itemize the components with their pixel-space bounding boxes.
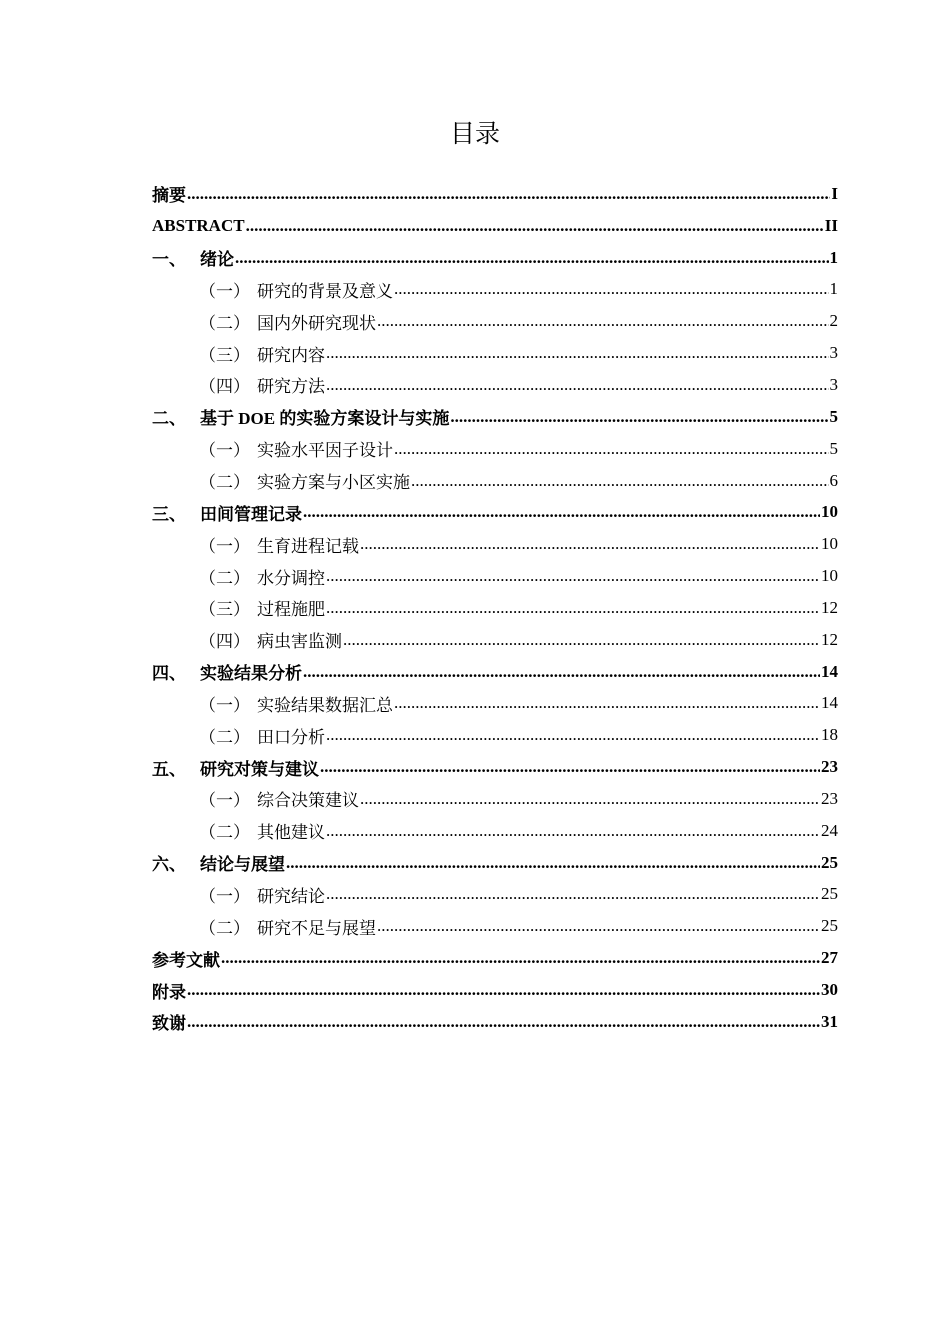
toc-entry[interactable] — [152, 210, 838, 242]
toc-dot-leader — [303, 502, 820, 522]
toc-entry[interactable] — [152, 974, 838, 1006]
toc-entry-page: 25 — [821, 916, 838, 936]
toc-entry[interactable] — [152, 910, 838, 942]
toc-entry-page: 14 — [821, 661, 838, 681]
toc-entry[interactable] — [152, 465, 838, 497]
toc-entry[interactable] — [152, 528, 838, 560]
toc-dot-leader — [235, 248, 829, 268]
toc-entry-number: （一） — [199, 281, 250, 301]
toc-entry-page: 30 — [821, 980, 838, 1000]
toc-entry-page: 1 — [829, 279, 838, 299]
toc-entry-page: 25 — [821, 884, 838, 904]
toc-dot-leader — [360, 534, 820, 554]
toc-dot-leader — [286, 853, 820, 873]
toc-dot-leader — [303, 662, 820, 682]
toc-entry-title: 实验水平因子设计 — [257, 441, 393, 461]
toc-dot-leader — [343, 630, 820, 650]
toc-dot-leader — [320, 757, 820, 777]
toc-entry-page: 12 — [821, 597, 838, 617]
toc-entry-title: 实验结果数据汇总 — [257, 695, 393, 715]
toc-entry[interactable] — [152, 178, 838, 210]
toc-entry-page: 23 — [821, 757, 838, 777]
toc-entry-title: 实验方案与小区实施 — [257, 473, 410, 493]
toc-entry[interactable] — [152, 560, 838, 592]
toc-entry-page: 12 — [821, 629, 838, 649]
toc-entry-title: 致谢 — [152, 1014, 186, 1034]
table-of-contents — [152, 178, 838, 1038]
toc-entry[interactable] — [152, 942, 838, 974]
toc-dot-leader — [326, 598, 820, 618]
toc-entry[interactable] — [152, 1006, 838, 1038]
toc-entry-title: 田口分析 — [257, 727, 325, 747]
toc-entry-number: （一） — [199, 536, 250, 556]
toc-dot-leader — [326, 884, 820, 904]
toc-entry-number: 五、 — [152, 759, 186, 779]
toc-entry-title: 水分调控 — [257, 568, 325, 588]
toc-entry-number: （二） — [199, 473, 250, 493]
toc-entry-number: （二） — [199, 313, 250, 333]
toc-dot-leader — [411, 471, 829, 491]
toc-dot-leader — [450, 407, 828, 427]
toc-entry-number: 六、 — [152, 855, 186, 875]
toc-dot-leader — [187, 184, 830, 204]
toc-dot-leader — [360, 789, 820, 809]
toc-entry-number: 三、 — [152, 504, 186, 524]
toc-entry-title: ABSTRACT — [152, 215, 245, 235]
toc-entry[interactable] — [152, 656, 838, 688]
toc-entry[interactable] — [152, 433, 838, 465]
toc-entry[interactable] — [152, 815, 838, 847]
toc-dot-leader — [187, 980, 820, 1000]
toc-entry-title: 研究内容 — [257, 345, 325, 365]
toc-entry-number: （二） — [199, 568, 250, 588]
toc-entry[interactable] — [152, 592, 838, 624]
toc-entry-page: 14 — [821, 693, 838, 713]
toc-entry[interactable] — [152, 879, 838, 911]
toc-entry-number: （一） — [199, 695, 250, 715]
toc-dot-leader — [394, 693, 820, 713]
toc-entry[interactable] — [152, 274, 838, 306]
toc-entry-title: 参考文献 — [152, 950, 220, 970]
toc-dot-leader — [377, 916, 820, 936]
toc-dot-leader — [326, 821, 820, 841]
toc-entry-number: 四、 — [152, 664, 186, 684]
toc-dot-leader — [326, 375, 829, 395]
toc-entry-page: 24 — [821, 820, 838, 840]
toc-entry-title: 实验结果分析 — [200, 664, 302, 684]
toc-entry[interactable] — [152, 496, 838, 528]
toc-entry-title: 研究对策与建议 — [200, 759, 319, 779]
toc-entry-title: 附录 — [152, 982, 186, 1002]
toc-entry-number: （三） — [199, 600, 250, 620]
toc-entry-page: 10 — [821, 566, 838, 586]
toc-dot-leader — [246, 216, 824, 236]
toc-entry-number: （二） — [199, 727, 250, 747]
toc-entry-page: 10 — [821, 502, 838, 522]
toc-entry-number: （一） — [199, 791, 250, 811]
toc-dot-leader — [187, 1012, 820, 1032]
toc-dot-leader — [394, 439, 829, 459]
toc-entry[interactable] — [152, 624, 838, 656]
toc-entry-number: （一） — [199, 886, 250, 906]
toc-entry[interactable] — [152, 783, 838, 815]
toc-entry-page: 1 — [829, 247, 838, 267]
toc-entry-page: 2 — [829, 311, 838, 331]
toc-dot-leader — [326, 343, 829, 363]
toc-entry-title: 国内外研究现状 — [257, 313, 376, 333]
toc-entry-title: 其他建议 — [257, 823, 325, 843]
toc-entry-title: 生育进程记载 — [257, 536, 359, 556]
toc-entry-title: 病虫害监测 — [257, 632, 342, 652]
toc-entry-page: 23 — [821, 788, 838, 808]
toc-entry-title: 结论与展望 — [200, 855, 285, 875]
toc-entry-page: 5 — [829, 406, 838, 426]
toc-dot-leader — [326, 725, 820, 745]
toc-entry[interactable] — [152, 401, 838, 433]
toc-entry-number: （四） — [199, 632, 250, 652]
toc-entry-page: II — [824, 215, 838, 235]
toc-entry-title: 研究结论 — [257, 886, 325, 906]
toc-entry-page: 25 — [821, 852, 838, 872]
toc-entry[interactable] — [152, 719, 838, 751]
toc-entry-title: 研究方法 — [257, 377, 325, 397]
toc-entry-page: 10 — [821, 534, 838, 554]
toc-entry-number: （一） — [199, 441, 250, 461]
toc-entry-title: 绪论 — [200, 250, 234, 270]
toc-entry-page: 3 — [829, 374, 838, 394]
toc-entry-title: 过程施肥 — [257, 600, 325, 620]
toc-entry-number: （二） — [199, 823, 250, 843]
toc-entry-page: 6 — [829, 470, 838, 490]
toc-entry[interactable] — [152, 688, 838, 720]
toc-entry-page: 5 — [829, 438, 838, 458]
toc-entry-title: 研究的背景及意义 — [257, 281, 393, 301]
toc-entry[interactable] — [152, 751, 838, 783]
toc-entry-title: 综合决策建议 — [257, 791, 359, 811]
toc-entry[interactable] — [152, 369, 838, 401]
toc-entry-number: （二） — [199, 918, 250, 938]
toc-entry-number: 一、 — [152, 250, 186, 270]
toc-dot-leader — [377, 311, 829, 331]
toc-entry[interactable] — [152, 337, 838, 369]
toc-entry-title: 基于 DOE 的实验方案设计与实施 — [200, 409, 450, 429]
toc-entry[interactable] — [152, 242, 838, 274]
toc-entry-number: （四） — [199, 377, 250, 397]
toc-entry[interactable] — [152, 305, 838, 337]
toc-entry-page: 3 — [829, 343, 838, 363]
toc-entry-number: 二、 — [152, 409, 186, 429]
toc-dot-leader — [326, 566, 820, 586]
toc-entry-title: 田间管理记录 — [200, 504, 302, 524]
toc-entry-number: （三） — [199, 345, 250, 365]
toc-entry-page: 27 — [821, 948, 838, 968]
toc-dot-leader — [394, 279, 829, 299]
toc-entry-title: 研究不足与展望 — [257, 918, 376, 938]
toc-entry-page: 18 — [821, 725, 838, 745]
toc-dot-leader — [221, 948, 820, 968]
toc-entry-page: I — [831, 183, 838, 203]
toc-entry[interactable] — [152, 847, 838, 879]
toc-title: 目录 — [449, 119, 500, 148]
toc-entry-page: 31 — [821, 1011, 838, 1031]
toc-entry-title: 摘要 — [152, 186, 186, 206]
